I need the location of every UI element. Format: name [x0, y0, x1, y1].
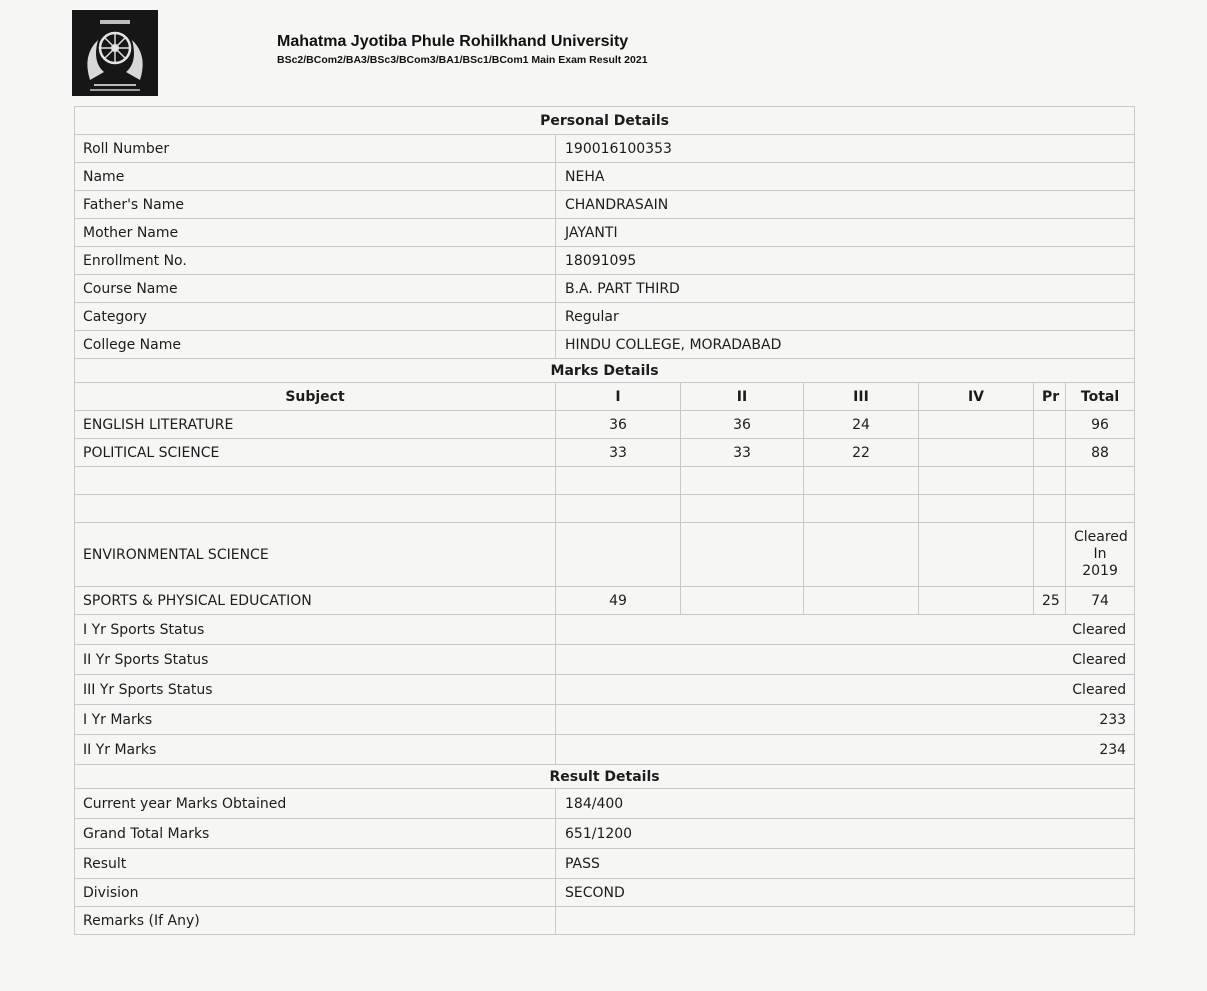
status-value: Cleared [556, 645, 1135, 675]
mother-name-value: JAYANTI [556, 219, 1135, 247]
current-marks-value: 184/400 [556, 789, 1135, 819]
marks-cell [1034, 439, 1066, 467]
table-row [75, 219, 1135, 247]
row-label: Father's Name [75, 191, 556, 219]
category-value: Regular [556, 303, 1135, 331]
subject-name: ENVIRONMENTAL SCIENCE [75, 523, 556, 587]
division-value: SECOND [556, 879, 1135, 907]
empty-row [75, 467, 1135, 495]
father-name-value: CHANDRASAIN [556, 191, 1135, 219]
row-label: Division [75, 879, 556, 907]
marks-cell [919, 523, 1034, 587]
marks-cell: 49 [556, 587, 681, 615]
marks-header-row [75, 383, 1135, 411]
marks-cell: 25 [1034, 587, 1066, 615]
empty-row [75, 495, 1135, 523]
result-value: PASS [556, 849, 1135, 879]
marks-cell [919, 587, 1034, 615]
exam-title: BSc2/BCom2/BA3/BSc3/BCom3/BA1/BSc1/BCom1 Main Exam Result 2021 [277, 54, 648, 66]
subject-name: POLITICAL SCIENCE [75, 439, 556, 467]
column-header: Subject [75, 383, 556, 411]
result-details-heading: Result Details [75, 765, 1135, 789]
roll-number-value: 190016100353 [556, 135, 1135, 163]
total-cell: 88 [1066, 439, 1135, 467]
column-header: III [804, 383, 919, 411]
university-emblem-icon [72, 10, 158, 96]
row-label: I Yr Marks [75, 705, 556, 735]
column-header: Pr [1034, 383, 1066, 411]
table-row [75, 135, 1135, 163]
remarks-value [556, 907, 1135, 935]
result-table [74, 106, 1135, 935]
row-label: Roll Number [75, 135, 556, 163]
status-value: Cleared [556, 615, 1135, 645]
marks-cell [919, 411, 1034, 439]
total-cell: 74 [1066, 587, 1135, 615]
table-row [75, 675, 1135, 705]
row-label: II Yr Sports Status [75, 645, 556, 675]
marks-cell: 24 [804, 411, 919, 439]
row-label: Result [75, 849, 556, 879]
table-row [75, 275, 1135, 303]
row-label: Grand Total Marks [75, 819, 556, 849]
year-marks-value: 233 [556, 705, 1135, 735]
marks-cell [1034, 523, 1066, 587]
row-label: Name [75, 163, 556, 191]
table-row [75, 819, 1135, 849]
marks-cell: 36 [556, 411, 681, 439]
table-row [75, 303, 1135, 331]
marks-cell [804, 523, 919, 587]
table-row [75, 439, 1135, 467]
grand-total-value: 651/1200 [556, 819, 1135, 849]
enrollment-value: 18091095 [556, 247, 1135, 275]
university-name: Mahatma Jyotiba Phule Rohilkhand University [277, 33, 629, 50]
year-marks-value: 234 [556, 735, 1135, 765]
marks-cell [681, 587, 804, 615]
marks-details-heading: Marks Details [75, 359, 1135, 383]
college-name-value: HINDU COLLEGE, MORADABAD [556, 331, 1135, 359]
marks-cell: 36 [681, 411, 804, 439]
marks-cell: 33 [681, 439, 804, 467]
column-header: I [556, 383, 681, 411]
table-row [75, 735, 1135, 765]
row-label: Course Name [75, 275, 556, 303]
row-label: III Yr Sports Status [75, 675, 556, 705]
table-row [75, 523, 1135, 587]
row-label: Category [75, 303, 556, 331]
column-header: II [681, 383, 804, 411]
name-value: NEHA [556, 163, 1135, 191]
personal-details-heading: Personal Details [75, 107, 1135, 135]
course-name-value: B.A. PART THIRD [556, 275, 1135, 303]
row-label: Remarks (If Any) [75, 907, 556, 935]
table-row [75, 615, 1135, 645]
row-label: College Name [75, 331, 556, 359]
table-row [75, 191, 1135, 219]
marks-cell: 33 [556, 439, 681, 467]
row-label: I Yr Sports Status [75, 615, 556, 645]
table-row [75, 645, 1135, 675]
marks-cell [681, 523, 804, 587]
row-label: Current year Marks Obtained [75, 789, 556, 819]
table-row [75, 789, 1135, 819]
subject-name: SPORTS & PHYSICAL EDUCATION [75, 587, 556, 615]
marks-cell [1034, 411, 1066, 439]
table-row [75, 879, 1135, 907]
column-header: Total [1066, 383, 1135, 411]
marks-cell [556, 523, 681, 587]
marks-cell [804, 587, 919, 615]
subject-name: ENGLISH LITERATURE [75, 411, 556, 439]
table-row [75, 247, 1135, 275]
marks-cell: 22 [804, 439, 919, 467]
table-row [75, 163, 1135, 191]
table-row [75, 411, 1135, 439]
table-row [75, 849, 1135, 879]
status-value: Cleared [556, 675, 1135, 705]
total-cell: 96 [1066, 411, 1135, 439]
table-row [75, 705, 1135, 735]
table-row [75, 587, 1135, 615]
marks-cell [919, 439, 1034, 467]
column-header: IV [919, 383, 1034, 411]
total-cell: Cleared In 2019 [1066, 523, 1135, 587]
row-label: Mother Name [75, 219, 556, 247]
row-label: II Yr Marks [75, 735, 556, 765]
table-row [75, 907, 1135, 935]
table-row [75, 331, 1135, 359]
row-label: Enrollment No. [75, 247, 556, 275]
